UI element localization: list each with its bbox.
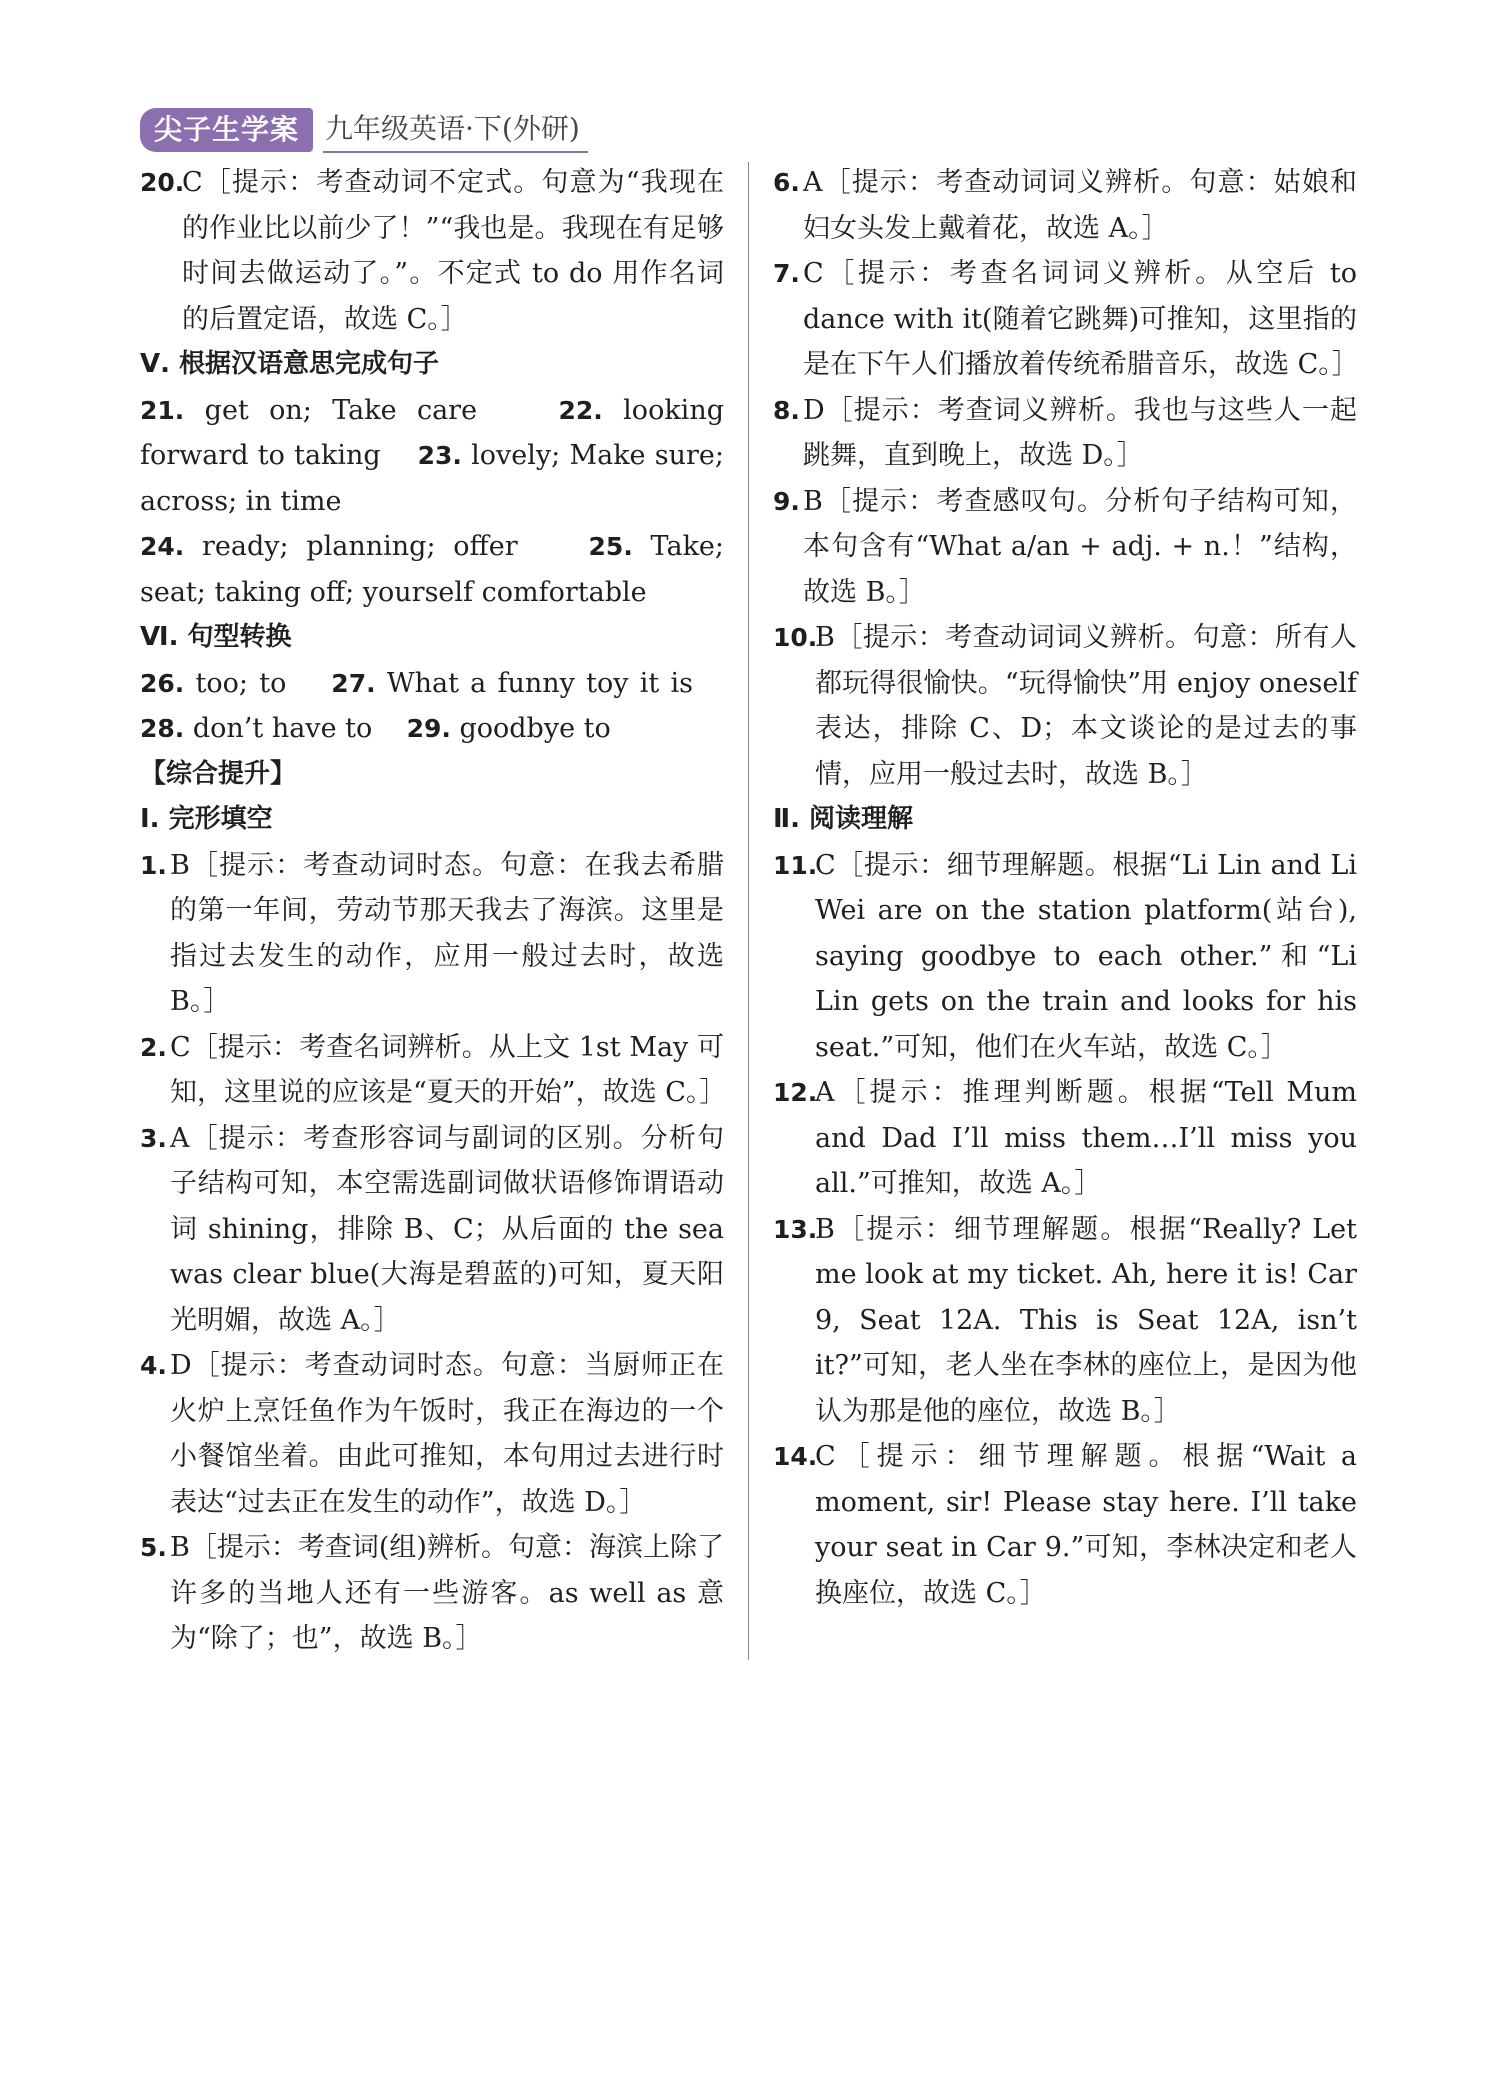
question-number: 6. — [773, 168, 800, 197]
answer-item-11 — [773, 843, 1357, 1071]
page-header — [140, 108, 588, 152]
answer-text: B［提示：考查动词时态。句意：在我去希腊的第一年间，劳动节那天我去了海滨。这里是指过去发生的动作，应用一般过去时，故选 B。］ — [170, 849, 724, 1017]
answer-text: lovely; Make sure; across; in time — [140, 440, 724, 517]
answer-text: don’t have to — [184, 713, 373, 744]
subject-title: 九年级英语·下(外研) — [323, 107, 588, 153]
fill-answers-21-23 — [140, 388, 724, 525]
column-divider — [748, 162, 749, 1660]
question-number: 28. — [140, 714, 185, 743]
answer-text: C［提示：细节理解题。根据“Li Lin and Li Wei are on the station platform(站台), saying goodbye to each other.”和“Li Lin gets on the train and looks for his seat.”可知，他们在火车站，故选 C。］ — [815, 849, 1357, 1063]
question-number: 21. — [140, 395, 185, 425]
answer-item-6 — [773, 160, 1357, 251]
answer-text: C［提示：考查名词词义辨析。从空后 to dance with it(随着它跳舞)可推知，这里指的是在下午人们播放着传统希腊音乐，故选 C。］ — [803, 258, 1359, 380]
answer-text: B［提示：考查动词词义辨析。句意：所有人都玩得很愉快。“玩得愉快”用 enjoy oneself 表达，排除 C、D；本文谈论的是过去的事情，应用一般过去时，故选 B。］ — [815, 622, 1357, 790]
answer-item-20 — [140, 160, 724, 342]
answer-text: C［提示：考查名词辨析。从上文 1st May 可知，这里说的应该是“夏天的开始”，故选 C。］ — [170, 1031, 727, 1108]
question-number: 22. — [558, 395, 603, 425]
question-number: 1. — [140, 850, 167, 880]
answer-item-9 — [773, 479, 1357, 616]
answer-text: B［提示：细节理解题。根据“Really? Let me look at my ticket. Ah, here it is! Car 9, Seat 12A. This is Seat 12A, isn’t it?”可知，老人坐在李林的座位上，是因为他认为那是他的座位，故选 B。］ — [815, 1213, 1357, 1427]
answer-text: C［提示：细节理解题。根据“Wait a moment, sir! Please stay here. I’ll take your seat in Car 9.”可知，李林决定和老人换座位，故选 C。］ — [815, 1441, 1357, 1609]
answer-item-7 — [773, 251, 1357, 388]
question-number: 8. — [773, 395, 800, 425]
question-number: 29. — [406, 714, 451, 743]
question-number: 3. — [140, 1123, 167, 1153]
answer-item-12 — [773, 1070, 1357, 1207]
answer-text: get on; Take care — [184, 394, 478, 426]
left-column — [140, 160, 727, 1662]
fill-answers-24-25 — [140, 524, 724, 615]
answer-text: B［提示：考查感叹句。分析句子结构可知，本句含有“What a/an + adj. + n.！”结构，故选 B。］ — [803, 485, 1357, 608]
answer-item-8 — [773, 388, 1357, 479]
answer-text: Take; seat; taking off; yourself comfortable — [140, 531, 724, 608]
fill-answers-26-29 — [140, 661, 724, 752]
answer-item-1 — [140, 843, 724, 1025]
answer-item-5 — [140, 1525, 724, 1662]
section-heading-5: Ⅴ. 根据汉语意思完成句子 — [140, 349, 440, 379]
answer-item-3 — [140, 1116, 724, 1344]
answer-text: D［提示：考查词义辨析。我也与这些人一起跳舞，直到晚上，故选 D。］ — [803, 394, 1357, 471]
answer-item-4 — [140, 1343, 724, 1525]
answer-item-14 — [773, 1434, 1357, 1616]
answer-text: looking forward to taking — [140, 394, 724, 471]
question-number: 14. — [773, 1442, 818, 1471]
question-number: 11. — [773, 850, 818, 880]
answer-text: B［提示：考查词(组)辨析。句意：海滨上除了许多的当地人还有一些游客。as well as 意为“除了；也”，故选 B。］ — [170, 1532, 724, 1654]
brand-logo: 尖子生学案 — [140, 108, 313, 152]
question-number: 5. — [140, 1533, 167, 1562]
right-column — [773, 160, 1357, 1616]
question-number: 4. — [140, 1351, 167, 1380]
section-heading-reading: Ⅱ. 阅读理解 — [773, 804, 914, 834]
answer-text: ready; planning; offer — [184, 531, 518, 562]
section-heading-cloze: Ⅰ. 完形填空 — [140, 804, 273, 834]
question-number: 13. — [773, 1214, 818, 1244]
answer-text: A［提示：考查动词词义辨析。句意：姑娘和妇女头发上戴着花，故选 A。］ — [803, 167, 1357, 244]
answer-text: C［提示：考查动词不定式。句意为“我现在的作业比以前少了！”“我也是。我现在有足够时间去做运动了。”。不定式 to do 用作名词的后置定语，故选 C。］ — [182, 167, 724, 335]
answer-item-10 — [773, 615, 1357, 797]
answer-item-13 — [773, 1207, 1357, 1435]
answer-text: goodbye to — [450, 713, 611, 744]
question-number: 26. — [140, 668, 185, 698]
question-number: 24. — [140, 532, 185, 561]
question-number: 10. — [773, 623, 818, 652]
answer-text: too; to — [184, 667, 287, 699]
question-number: 25. — [588, 532, 633, 561]
section-heading-6: Ⅵ. 句型转换 — [140, 622, 292, 652]
question-number: 9. — [773, 486, 800, 516]
question-number: 7. — [773, 259, 800, 288]
question-number: 20. — [140, 168, 185, 197]
answer-text: What a funny toy it is — [375, 667, 693, 699]
answer-text: D［提示：考查动词时态。句意：当厨师正在火炉上烹饪鱼作为午饭时，我正在海边的一个小餐馆坐着。由此可推知，本句用过去进行时表达“过去正在发生的动作”，故选 D。］ — [170, 1350, 724, 1518]
question-number: 2. — [140, 1032, 167, 1062]
question-number: 23. — [417, 441, 462, 470]
section-heading-comprehensive: 【综合提升】 — [140, 758, 297, 789]
question-number: 27. — [331, 668, 376, 698]
answer-item-2 — [140, 1025, 727, 1116]
answer-text: A［提示：推理判断题。根据“Tell Mum and Dad I’ll miss them…I’ll miss you all.”可推知，故选 A。］ — [815, 1077, 1357, 1199]
question-number: 12. — [773, 1078, 818, 1107]
answer-text: A［提示：考查形容词与副词的区别。分析句子结构可知，本空需选副词做状语修饰谓语动词 shining，排除 B、C；从后面的 the sea was clear blue(大海是碧蓝的)可知，夏天阳光明媚，故选 A。］ — [170, 1122, 724, 1336]
